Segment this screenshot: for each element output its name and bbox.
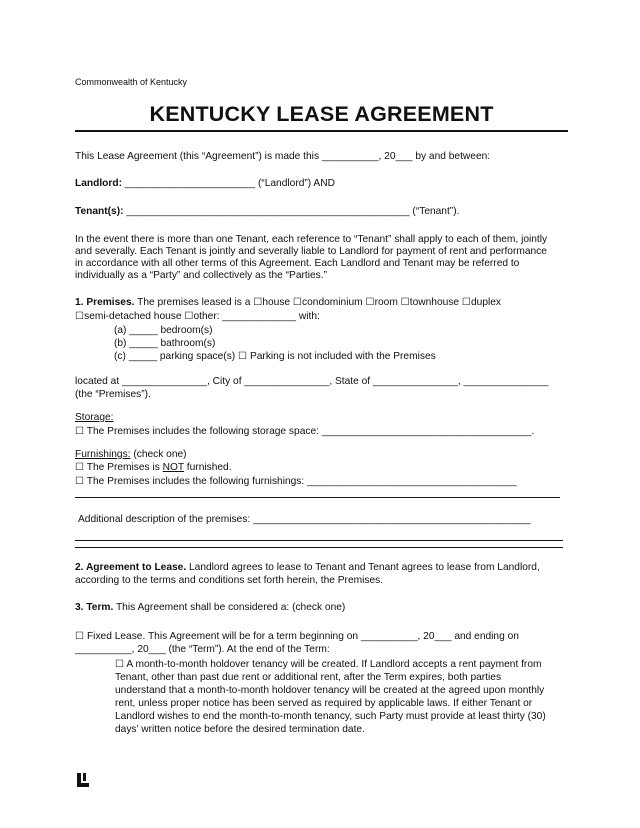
- month-to-month-line-4: rent, unless proper notice has been served as required by applicable laws. If either Tenant or: [115, 698, 533, 709]
- agreement-line-2: according to the terms and conditions set forth herein, the Premises.: [75, 575, 384, 586]
- furnishings-note: (check one): [130, 449, 187, 460]
- furnishings-blank-line: [75, 497, 560, 498]
- agreement-line-1: [75, 561, 540, 574]
- bedrooms-line: (a) _____ bedroom(s): [114, 325, 213, 336]
- landlord-blank: _______________________ (“Landlord”) AND: [121, 178, 335, 189]
- premises-definition: (the “Premises”).: [75, 389, 151, 400]
- furnishings-line: [75, 448, 187, 461]
- joint-line-4: individually as a “Party” and collectively as the “Parties.”: [75, 270, 327, 281]
- tenant-line: [75, 205, 459, 218]
- description-blank-line-2: [75, 547, 563, 548]
- joint-line-1: In the event there is more than one Tenant, each reference to “Tenant” shall apply to each of them, jointly: [75, 234, 548, 245]
- month-to-month-line-6: days’ written notice before the desired termination date.: [115, 724, 365, 735]
- not-word: NOT: [162, 462, 184, 473]
- tenant-label: Tenant(s):: [75, 206, 124, 217]
- term-heading: 3. Term.: [75, 602, 114, 613]
- description-blank-line-1: [75, 540, 563, 541]
- premises-type-options: The premises leased is a ☐house ☐condominium ☐room ☐townhouse ☐duplex: [134, 297, 502, 308]
- month-to-month-line-5: Landlord wishes to end the month-to-month tenancy, such Party must provide at least thirty (30): [115, 711, 546, 722]
- additional-description-line: Additional description of the premises: _________________________________________________: [78, 514, 531, 525]
- tenant-blank: __________________________________________________ (“Tenant”).: [123, 206, 460, 217]
- furnishings-label: Furnishings:: [75, 449, 131, 460]
- intro-line: This Lease Agreement (this “Agreement”) is made this __________, 20___ by and between:: [75, 151, 491, 162]
- agreement-heading: 2. Agreement to Lease.: [75, 562, 187, 573]
- not-furnished-pre: ☐ The Premises is: [75, 462, 163, 473]
- premises-line-2: ☐semi-detached house ☐other: _____________ with:: [75, 311, 320, 322]
- furnished-option: ☐ The Premises includes the following furnishings: _____________________________________: [75, 476, 517, 487]
- document-title: KENTUCKY LEASE AGREEMENT: [149, 102, 494, 126]
- month-to-month-line-1: ☐ A month-to-month holdover tenancy will be created. If Landlord accepts a rent payment from: [115, 659, 542, 670]
- landlord-line: [75, 177, 335, 190]
- not-furnished-post: furnished.: [183, 462, 232, 473]
- jurisdiction-label: Commonwealth of Kentucky: [75, 77, 188, 87]
- storage-label-text: Storage:: [75, 412, 114, 423]
- fixed-lease-line-1: ☐ Fixed Lease. This Agreement will be for a term beginning on __________, 20___ and ending on: [75, 631, 519, 642]
- joint-line-3: in accordance with all other terms of this Agreement. Each Landlord and Tenant may be referred to: [75, 258, 520, 269]
- landlord-label: Landlord:: [75, 178, 122, 189]
- term-text: This Agreement shall be considered a: (check one): [113, 602, 346, 613]
- term-line: [75, 601, 345, 614]
- not-furnished-option: [75, 461, 232, 474]
- month-to-month-line-2: Tenant, other than past due rent or additional rent, after the Term expires, both parties: [115, 672, 502, 683]
- storage-label: [75, 411, 114, 424]
- agreement-text: Landlord agrees to lease to Tenant and Tenant agrees to lease from Landlord,: [186, 562, 540, 573]
- parking-line: (c) _____ parking space(s) ☐ Parking is not included with the Premises: [114, 351, 436, 362]
- lease-logo-icon: [76, 773, 90, 787]
- fixed-lease-line-2: __________, 20___ (the “Term”). At the end of the Term:: [75, 644, 330, 655]
- storage-line: ☐ The Premises includes the following storage space: _____________________________________.: [75, 426, 535, 437]
- bathrooms-line: (b) _____ bathroom(s): [114, 338, 216, 349]
- month-to-month-line-3: understand that a month-to-month holdover tenancy will be created at the agreed upon monthly: [115, 685, 545, 696]
- premises-line-1: [75, 296, 501, 309]
- location-line: located at _______________, City of _______________, State of _______________, _______________: [75, 376, 549, 387]
- premises-heading: 1. Premises.: [75, 297, 135, 308]
- title-rule: [75, 130, 568, 132]
- joint-line-2: and severally. Each Tenant is jointly and severally liable to Landlord for payment of rent and performance: [75, 246, 547, 257]
